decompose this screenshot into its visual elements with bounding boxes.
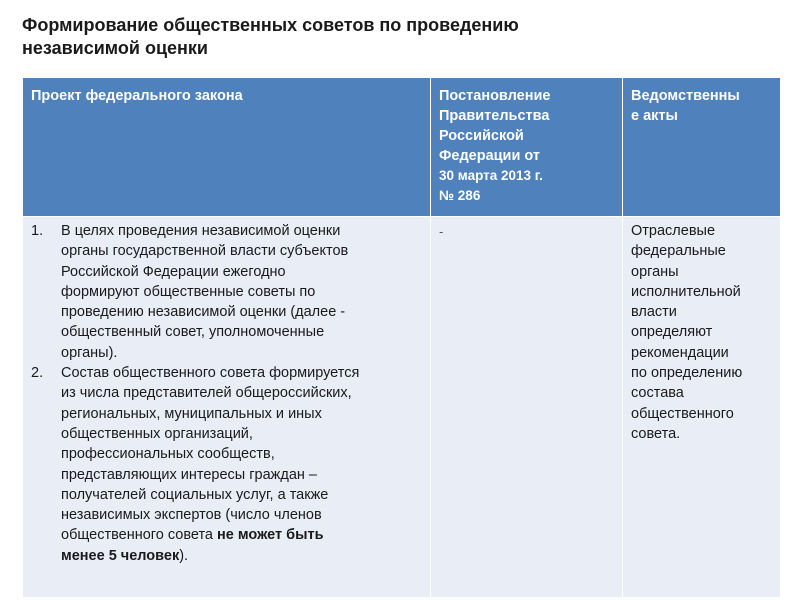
acts-line: органы: [631, 263, 679, 280]
list-item: [31, 363, 422, 566]
list-item-line: Российской Федерации ежегодно: [61, 263, 286, 280]
list-item-number: 1.: [31, 223, 44, 239]
acts-line: по определению: [631, 365, 743, 382]
page-title: [22, 14, 722, 60]
list-item-line-prefix: общественного совета: [61, 527, 218, 544]
list-item: [31, 221, 422, 363]
list-item-line-suffix: ).: [179, 547, 189, 564]
header-decree-line: Федерации от: [439, 148, 540, 164]
acts-line: Отраслевые: [631, 223, 716, 239]
acts-line: определяют: [631, 324, 713, 341]
header-decree-line: 30 марта 2013 г.: [439, 168, 543, 183]
header-decree-line: № 286: [439, 188, 481, 203]
table-row: [23, 217, 781, 598]
numbered-list: [31, 221, 422, 566]
acts-line: власти: [631, 304, 677, 321]
empty-dash: -: [439, 224, 444, 239]
cell-departmental-acts: [623, 217, 781, 598]
list-item-line: органы государственной власти субъектов: [61, 243, 349, 260]
title-line-2: независимой оценки: [22, 38, 208, 58]
header-decree-line: Правительства: [439, 108, 550, 124]
header-government-decree: [431, 78, 623, 217]
acts-line: рекомендации: [631, 344, 729, 361]
emphasis-text: менее 5 человек: [61, 547, 180, 564]
header-decree-line: Постановление: [439, 88, 551, 104]
title-line-1: Формирование общественных советов по проведению: [22, 15, 519, 35]
list-item-line: общественный совет, уполномоченные: [61, 324, 325, 341]
list-item-line: получателей социальных услуг, а также: [61, 486, 329, 503]
list-item-line: независимых экспертов (число членов: [61, 507, 322, 524]
acts-line: состава: [631, 385, 684, 402]
list-item-line: общественных организаций,: [61, 425, 253, 442]
list-item-line: формируют общественные советы по: [61, 283, 316, 300]
acts-line: общественного: [631, 405, 734, 422]
list-item-line: профессиональных сообществ,: [61, 446, 275, 463]
list-item-line: региональных, муниципальных и иных: [61, 405, 322, 422]
acts-line: исполнительной: [631, 283, 741, 300]
acts-line: федеральные: [631, 243, 726, 260]
header-acts-line: Ведомственны: [631, 88, 740, 104]
list-item-number: 2.: [31, 365, 44, 382]
header-departmental-acts: [623, 78, 781, 217]
list-item-line: из числа представителей общероссийских,: [61, 385, 352, 402]
header-federal-law: [23, 78, 431, 217]
list-item-line: В целях проведения независимой оценки: [61, 223, 341, 239]
table-header-row: [23, 78, 781, 217]
cell-government-decree: [431, 217, 623, 598]
cell-federal-law: [23, 217, 431, 598]
list-item-line: Состав общественного совета формируется: [61, 365, 360, 382]
header-acts-line: е акты: [631, 108, 678, 124]
list-item-line: представляющих интересы граждан –: [61, 466, 318, 483]
header-decree-line: Российской: [439, 128, 524, 144]
emphasis-text: не может быть: [217, 527, 324, 544]
acts-line: совета.: [631, 425, 681, 442]
header-federal-law-text: Проект федерального закона: [31, 88, 243, 104]
list-item-line: органы).: [61, 344, 118, 361]
list-item-line: проведению независимой оценки (далее -: [61, 304, 346, 321]
comparison-table: [22, 77, 781, 598]
